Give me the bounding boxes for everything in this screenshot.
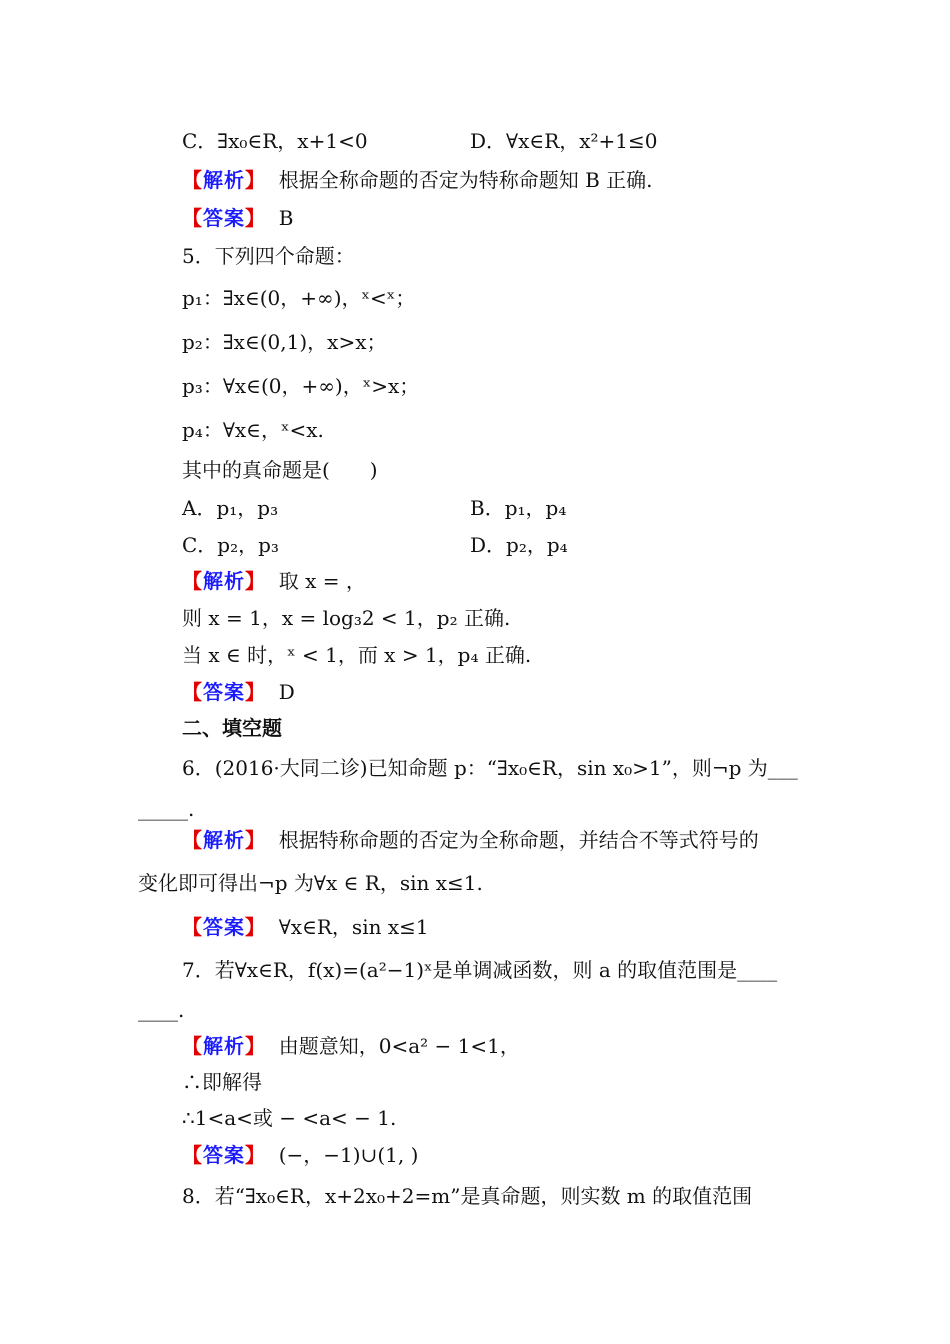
analysis-q7-line3: ∴1<a<或 − <a< − 1. bbox=[182, 1106, 397, 1130]
option-d-q5: D．p₂，p₄ bbox=[470, 533, 568, 557]
analysis-q4: 【解析】 根据全称命题的否定为特称命题知 B 正确. bbox=[182, 168, 653, 192]
proposition-p3: p₃：∀x∈(0，+∞)，ˣ>x； bbox=[182, 374, 420, 398]
option-b-q5: B．p₁，p₄ bbox=[470, 496, 567, 520]
proposition-p4: p₄：∀x∈，ˣ<x. bbox=[182, 418, 324, 442]
answer-tag: 【答案】 bbox=[182, 915, 266, 939]
analysis-tag: 【解析】 bbox=[182, 828, 266, 852]
question-8-stem: 8．若“∃x₀∈R，x+2x₀+2=m”是真命题，则实数 m 的取值范围 bbox=[182, 1184, 753, 1208]
analysis-tag: 【解析】 bbox=[182, 569, 266, 593]
option-d-q4: D．∀x∈R，x²+1≤0 bbox=[470, 129, 658, 153]
analysis-q7-line2: ∴即解得 bbox=[182, 1070, 262, 1094]
option-a-q5: A．p₁，p₃ bbox=[182, 496, 279, 520]
answer-q6: 【答案】 ∀x∈R，sin x≤1 bbox=[182, 915, 429, 939]
answer-tag: 【答案】 bbox=[182, 1143, 266, 1167]
question-7-stem: 7．若∀x∈R，f(x)=(a²−1)ˣ是单调减函数，则 a 的取值范围是____ bbox=[182, 958, 778, 982]
answer-q7: 【答案】 (−，−1)∪(1, ) bbox=[182, 1143, 419, 1167]
option-c-q5: C．p₂，p₃ bbox=[182, 533, 279, 557]
analysis-q7: 【解析】 由题意知，0<a² − 1<1， bbox=[182, 1034, 520, 1058]
analysis-tag: 【解析】 bbox=[182, 1034, 266, 1058]
analysis-q6-line2: 变化即可得出¬p 为∀x ∈ R，sin x≤1. bbox=[138, 871, 483, 895]
analysis-q6: 【解析】 根据特称命题的否定为全称命题，并结合不等式符号的 bbox=[182, 828, 759, 852]
analysis-q5-line2: 则 x = 1，x = log₃2 < 1，p₂ 正确. bbox=[182, 606, 511, 630]
option-c-q4: C．∃x₀∈R，x+1<0 bbox=[182, 129, 368, 153]
question-5-prompt: 其中的真命题是( ) bbox=[182, 458, 378, 482]
proposition-p1: p₁：∃x∈(0，+∞)，ˣ<ˣ； bbox=[182, 286, 416, 310]
answer-q4: 【答案】 B bbox=[182, 206, 294, 230]
question-6-stem: 6．(2016·大同二诊)已知命题 p：“∃x₀∈R，sin x₀>1”，则¬p 为___ bbox=[182, 756, 798, 780]
question-6-blank: _____. bbox=[138, 797, 195, 821]
question-7-blank: ____. bbox=[138, 998, 185, 1022]
analysis-q5: 【解析】 取 x = ， bbox=[182, 569, 366, 593]
answer-q5: 【答案】 D bbox=[182, 680, 295, 704]
analysis-tag: 【解析】 bbox=[182, 168, 266, 192]
answer-tag: 【答案】 bbox=[182, 206, 266, 230]
proposition-p2: p₂：∃x∈(0,1)，x>x； bbox=[182, 330, 387, 354]
question-5-stem: 5．下列四个命题： bbox=[182, 244, 355, 268]
answer-tag: 【答案】 bbox=[182, 680, 266, 704]
section-heading: 二、填空题 bbox=[182, 716, 282, 740]
analysis-q5-line3: 当 x ∈ 时，ˣ < 1，而 x > 1，p₄ 正确. bbox=[182, 643, 532, 667]
